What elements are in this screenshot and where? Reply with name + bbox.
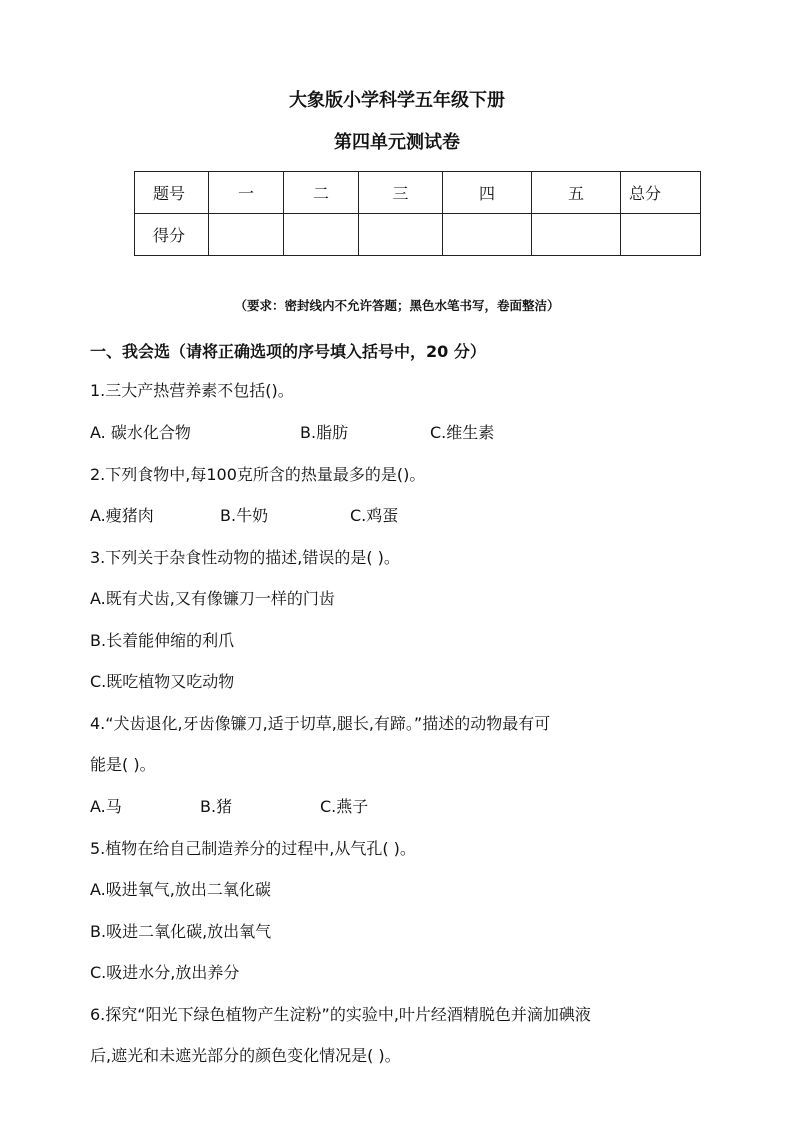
score-input-cell[interactable] [359, 214, 443, 256]
score-input-cell[interactable] [209, 214, 284, 256]
option: B.猪 [200, 797, 233, 816]
table-cell: 五 [532, 172, 621, 214]
option-row [90, 794, 368, 817]
question-stem: 2.下列食物中,每100克所含的热量最多的是()。 [90, 465, 426, 484]
option-row [90, 420, 494, 443]
question-stem: 4.“犬齿退化,牙齿像镰刀,适于切草,腿长,有蹄。”描述的动物最有可 [90, 714, 551, 733]
table-cell: 三 [359, 172, 443, 214]
page-subtitle: 第四单元测试卷 [334, 132, 460, 153]
table-row [135, 172, 701, 214]
question-stem: 5.植物在给自己制造养分的过程中,从气孔( )。 [90, 839, 416, 858]
score-input-cell[interactable] [284, 214, 359, 256]
question-stem: 1.三大产热营养素不包括()。 [90, 381, 294, 400]
score-input-cell[interactable] [443, 214, 532, 256]
option: C.吸进水分,放出养分 [90, 963, 240, 982]
option: A.马 [90, 797, 122, 816]
option: B.吸进二氧化碳,放出氧气 [90, 922, 272, 941]
score-input-cell[interactable] [532, 214, 621, 256]
score-table [134, 171, 701, 256]
score-input-cell[interactable] [621, 214, 701, 256]
table-cell: 一 [209, 172, 284, 214]
section-heading: 一、我会选（请将正确选项的序号填入括号中，20 分） [90, 342, 486, 361]
requirement-note: （要求：密封线内不允许答题；黑色水笔书写，卷面整洁） [234, 298, 560, 313]
option: C.鸡蛋 [350, 506, 399, 525]
question-stem: 后,遮光和未遮光部分的颜色变化情况是( )。 [90, 1046, 401, 1065]
table-cell: 总分 [621, 172, 701, 214]
option: B.脂肪 [300, 423, 349, 442]
question-stem: 6.探究“阳光下绿色植物产生淀粉”的实验中,叶片经酒精脱色并滴加碘液 [90, 1005, 591, 1024]
question-stem: 3.下列关于杂食性动物的描述,错误的是( )。 [90, 548, 400, 567]
table-row [135, 214, 701, 256]
option: A.瘦猪肉 [90, 506, 154, 525]
option: C.既吃植物又吃动物 [90, 672, 235, 691]
table-cell: 四 [443, 172, 532, 214]
option: C.燕子 [320, 797, 369, 816]
question-stem: 能是( )。 [90, 755, 156, 774]
option: A. 碳水化合物 [90, 423, 191, 442]
option: B.牛奶 [220, 506, 269, 525]
option: A.既有犬齿,又有像镰刀一样的门齿 [90, 589, 335, 608]
page-title: 大象版小学科学五年级下册 [289, 90, 505, 111]
option: A.吸进氧气,放出二氧化碳 [90, 880, 271, 899]
table-cell: 题号 [135, 172, 209, 214]
option: B.长着能伸缩的利爪 [90, 631, 235, 650]
option: C.维生素 [430, 423, 495, 442]
option-row [90, 503, 398, 526]
table-cell: 二 [284, 172, 359, 214]
table-cell: 得分 [135, 214, 209, 256]
